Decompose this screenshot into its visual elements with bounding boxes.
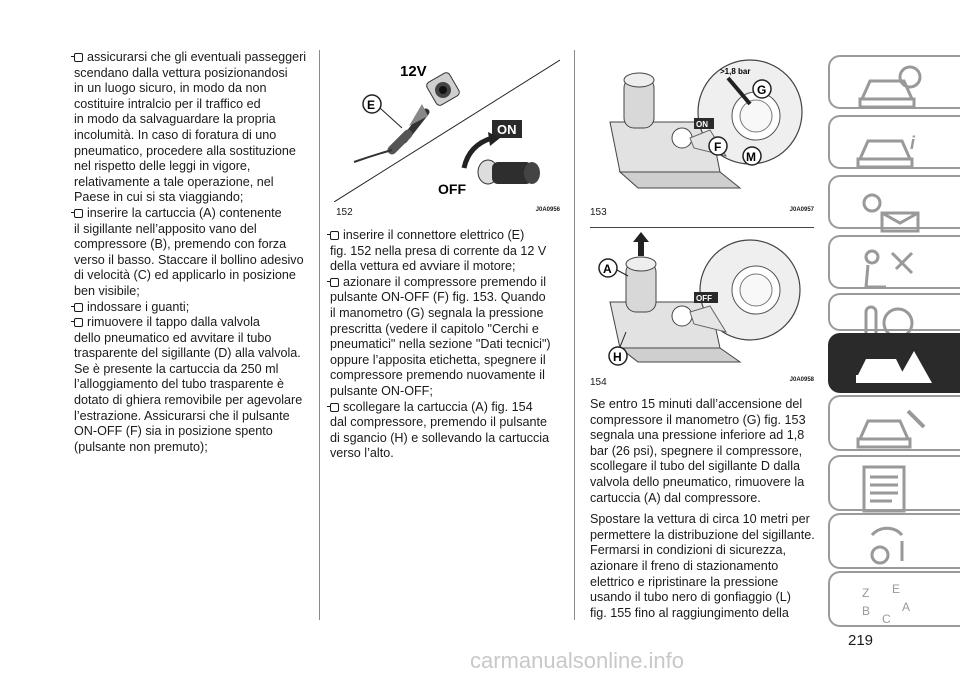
sidebar-tab[interactable] — [828, 55, 960, 109]
bullet-icon — [330, 231, 339, 240]
text-line-content: pulsante ON-OFF (F) fig. 153. Quando — [330, 290, 546, 305]
fig153-label-m: M — [746, 150, 756, 164]
text-line — [74, 81, 312, 97]
text-line-content: relativamente a tale operazione, nel — [74, 174, 274, 189]
text-line — [74, 190, 312, 206]
text-line: bar (26 psi), spegnere il compressore, — [590, 443, 803, 458]
fig154-label-h: H — [613, 350, 622, 364]
bullet-icon — [74, 53, 83, 62]
text-line: permettere la distribuzione del sigillante. — [590, 527, 815, 542]
technical-data-icon — [852, 463, 936, 513]
figure-154-caption — [590, 377, 814, 388]
fig153-label-g: G — [757, 83, 767, 97]
fig154-off-label: OFF — [696, 294, 712, 303]
text-line-content: il sigillante nell’apposito vano del — [74, 221, 257, 236]
text-line-content: indossare i guanti; — [87, 299, 190, 314]
text-line: compressore il manometro (G) fig. 153 — [590, 412, 806, 427]
fig152-off-label: OFF — [438, 181, 466, 197]
switch-knob-icon — [478, 160, 540, 184]
text-line-content: fig. 152 nella presa di corrente da 12 V — [330, 243, 547, 258]
bullet-icon — [74, 209, 83, 218]
text-line-content: pneumatico, procedere alla sostituzione — [74, 143, 296, 158]
column-divider — [574, 50, 575, 620]
text-line-content: pulsante ON-OFF; — [330, 383, 433, 398]
text-line — [74, 253, 312, 269]
text-line-content: dotato di ghiera removibile per agevolare — [74, 393, 303, 408]
svg-text:C: C — [882, 612, 891, 626]
figure-153 — [590, 52, 814, 202]
bullet-item — [330, 400, 566, 416]
fig153-on-label: ON — [696, 120, 708, 129]
text-line — [330, 244, 566, 260]
text-line: Spostare la vettura di circa 10 metri per — [590, 512, 810, 527]
bullet-item — [74, 315, 312, 331]
text-line-content: dal compressore, premendo il pulsante — [330, 415, 548, 430]
text-line-content: Se è presente la cartuccia da 250 ml — [74, 361, 279, 376]
text-line-content: inserire il connettore elettrico (E) — [343, 228, 525, 242]
text-line-content: oppure l’apposita etichetta, spegnere il — [330, 352, 546, 367]
text-line — [74, 268, 312, 284]
text-line-content: Paese in cui si sta viaggiando; — [74, 190, 244, 205]
text-line: cartuccia (A) dal compressore. — [590, 490, 761, 505]
text-line — [74, 362, 312, 378]
sidebar-tab[interactable] — [828, 455, 960, 511]
bullet-item — [74, 300, 312, 316]
plug-connector-icon — [354, 104, 428, 162]
fig153-label-f: F — [714, 140, 722, 154]
text-line: fig. 155 fino al raggiungimento della — [590, 605, 789, 620]
sidebar-tab[interactable] — [828, 571, 960, 627]
car-dashboard-icon — [852, 63, 936, 113]
sidebar-tab[interactable] — [828, 235, 960, 289]
svg-text:E: E — [892, 582, 901, 596]
text-line — [74, 331, 312, 347]
figure-code: J0A0958 — [789, 377, 814, 383]
svg-text:B: B — [862, 604, 871, 618]
sidebar-tab[interactable] — [828, 513, 960, 569]
text-line-content: ben visibile; — [74, 283, 140, 298]
text-line-content: verso l’alto. — [330, 446, 394, 461]
text-line — [330, 337, 566, 353]
text-line-content: assicurarsi che gli eventuali passeggeri — [87, 50, 307, 64]
text-line: segnala una pressione inferiore ad 1,8 — [590, 428, 805, 443]
svg-text:i: i — [910, 133, 916, 153]
sidebar-tab[interactable] — [828, 293, 960, 331]
text-line — [330, 415, 566, 431]
text-line — [330, 306, 566, 322]
figure-number: 154 — [590, 377, 607, 388]
bullet-icon — [330, 278, 339, 287]
bullet-icon — [330, 403, 339, 412]
car-info-icon — [852, 123, 936, 173]
bullet-icon — [74, 303, 83, 312]
text-line-content: in modo da salvaguardare la propria — [74, 112, 276, 127]
text-line — [74, 159, 312, 175]
text-line-content: pneumatici" nella sezione "Dati tecnici") — [330, 337, 551, 352]
text-line — [330, 368, 566, 384]
text-line — [74, 222, 312, 238]
text-column-left — [74, 50, 312, 455]
sidebar-tab[interactable] — [828, 333, 960, 393]
lights-message-icon — [852, 183, 936, 233]
bullet-item — [330, 275, 566, 291]
text-line: valvola dello pneumatico, rimuovere la — [590, 474, 805, 489]
text-line: scollegare il tubo del sigillante D dalla — [590, 459, 801, 474]
text-line-content: della vettura ed avviare il motore; — [330, 259, 516, 274]
text-line — [330, 290, 566, 306]
text-column-right — [590, 397, 820, 621]
text-line-content: compressore premendo nuovamente il — [330, 368, 545, 383]
text-line — [74, 284, 312, 300]
column-divider — [319, 50, 320, 620]
fig152-label-e: E — [367, 98, 376, 112]
alphabetical-index-icon — [852, 579, 936, 629]
text-line-content: di sgancio (H) e sollevando la cartuccia — [330, 430, 550, 445]
text-line — [74, 424, 312, 440]
bullet-item — [74, 50, 312, 66]
figure-code: J0A0957 — [789, 207, 814, 213]
text-line: usando il tubo nero di gonfiaggio (L) — [590, 590, 791, 605]
text-line-content: incolumità. In caso di foratura di uno — [74, 127, 277, 142]
svg-text:Z: Z — [862, 586, 870, 600]
figure-separator — [590, 227, 814, 228]
figure-152-caption — [336, 207, 560, 218]
text-line-content: nel rispetto delle leggi in vigore, — [74, 159, 251, 174]
text-line-content: verso il basso. Staccare il bollino adesivo — [74, 252, 304, 267]
text-line — [74, 346, 312, 362]
text-line-content: rimuovere il tappo dalla valvola — [87, 315, 260, 330]
text-line — [330, 353, 566, 369]
text-line-content: costituire intralcio per il traffico ed — [74, 96, 261, 111]
text-line — [330, 446, 566, 462]
text-line-content: di velocità (C) ed applicarlo in posizione — [74, 268, 296, 283]
text-line-content: trasparente del sigillante (D) alla valvola. — [74, 346, 301, 361]
text-line — [74, 128, 312, 144]
text-line — [74, 377, 312, 393]
text-line — [74, 393, 312, 409]
text-line — [330, 259, 566, 275]
figure-number: 153 — [590, 207, 607, 218]
airbag-seat-icon — [852, 243, 936, 293]
text-line-content: scollegare la cartuccia (A) fig. 154 — [343, 399, 533, 414]
emergency-car-icon — [852, 341, 936, 391]
svg-text:A: A — [902, 600, 911, 614]
fig152-on-label: ON — [497, 122, 517, 137]
figure-152 — [334, 50, 560, 202]
text-line: Se entro 15 minuti dall’accensione del — [590, 397, 803, 411]
bullet-icon — [74, 318, 83, 327]
figure-153-caption — [590, 207, 814, 218]
text-line — [74, 112, 312, 128]
text-line — [330, 384, 566, 400]
bullet-item — [74, 206, 312, 222]
text-line-content: ON-OFF (F) sia in posizione spento — [74, 424, 273, 439]
sidebar-tab[interactable] — [828, 395, 960, 451]
text-line — [74, 97, 312, 113]
text-line — [74, 409, 312, 425]
text-line-content: prescritta (vedere il capitolo "Cerchi e — [330, 321, 539, 336]
text-line-content: inserire la cartuccia (A) contenente — [87, 205, 282, 220]
text-line — [330, 322, 566, 338]
text-line-content: in un luogo sicuro, in modo da non — [74, 81, 267, 96]
power-socket-icon — [425, 71, 461, 107]
text-line — [74, 237, 312, 253]
figure-code: J0A0956 — [535, 207, 560, 213]
figure-number: 152 — [336, 207, 353, 218]
text-line-content: l’alloggiamento del tubo trasparente è — [74, 377, 285, 392]
text-line-content: scendano dalla vettura posizionandosi — [74, 65, 288, 80]
text-line — [330, 431, 566, 447]
sidebar-tab[interactable] — [828, 115, 960, 169]
text-line: azionare il freno di stazionamento — [590, 558, 779, 573]
bullet-item — [330, 228, 566, 244]
fig152-12v-label: 12V — [400, 63, 427, 80]
watermark: carmanualsonline.info — [470, 648, 685, 673]
page-number: 219 — [848, 632, 874, 649]
fig154-label-a: A — [603, 262, 612, 276]
text-line-content: l’estrazione. Assicurarsi che il pulsante — [74, 408, 290, 423]
text-line — [74, 144, 312, 160]
text-line-content: dello pneumatico ed avvitare il tubo — [74, 330, 272, 345]
text-line: elettrico e ripristinare la pressione — [590, 574, 779, 589]
text-line-content: compressore (B), premendo con forza — [74, 237, 287, 252]
text-line: Fermarsi in condizioni di sicurezza, — [590, 543, 786, 558]
multimedia-icon — [852, 521, 936, 571]
text-column-middle — [330, 228, 566, 462]
text-line-content: (pulsante non premuto); — [74, 439, 208, 454]
car-service-icon — [852, 403, 936, 453]
text-line — [74, 440, 312, 456]
text-line-content: il manometro (G) segnala la pressione — [330, 305, 544, 320]
text-line — [74, 66, 312, 82]
figure-154 — [590, 232, 814, 372]
text-line-content: azionare il compressore premendo il — [343, 274, 546, 289]
fig153-pressure-label: >1,8 bar — [720, 67, 751, 76]
text-line — [74, 175, 312, 191]
sidebar-tab[interactable] — [828, 175, 960, 229]
